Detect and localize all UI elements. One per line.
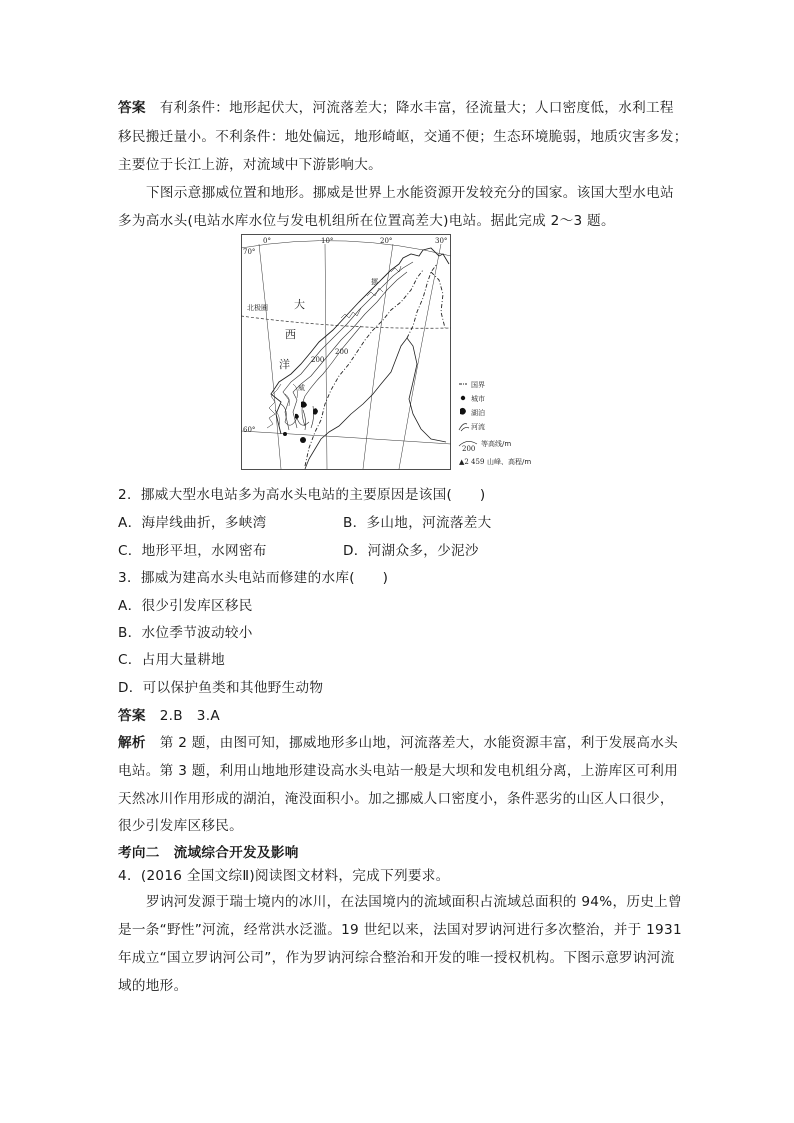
question-4-material-line-2: 是一条“野性”河流，经常洪水泛滥。19 世纪以来，法国对罗讷河进行多次整治，并于 1931	[118, 922, 682, 938]
lon-label-0: 0°	[263, 237, 271, 245]
question-3-option-c: C．占用大量耕地	[118, 652, 226, 668]
contour-label-2: 200	[335, 348, 349, 356]
legend-contour-value: 200	[462, 445, 476, 453]
answer-paragraph-line-2: 移民搬迁量小。不利条件：地处偏远，地形崎岖，交通不便；生态环境脆弱，地质灾害多发；	[118, 129, 688, 145]
question-2-option-b: B．多山地，河流落差大	[343, 515, 492, 531]
question-2-stem: 2．挪威大型水电站多为高水头电站的主要原因是该国( )	[118, 487, 486, 503]
analysis-line-3: 天然冰川作用形成的湖泊，淹没面积小。加之挪威人口密度小，条件恶劣的山区人口很少，	[118, 791, 674, 807]
legend-river-symbol	[459, 424, 469, 431]
sea-char-1: 大	[294, 298, 305, 311]
country-char-1: 挪	[371, 278, 378, 286]
sea-char-2: 西	[285, 328, 296, 341]
intro-line-2: 多为高水头(电站水库水位与发电机组所在位置高差大)电站。据此完成 2～3 题。	[118, 213, 615, 229]
lon-label-10: 10°	[321, 237, 334, 245]
lon-label-30: 30°	[435, 237, 448, 245]
question-4-material-line-3: 年成立“国立罗讷河公司”，作为罗讷河综合整治和开发的唯一授权机构。下图示意罗讷河流	[118, 950, 675, 966]
legend-city-label: 城市	[471, 395, 485, 403]
question-4-stem: 4．(2016 全国文综Ⅱ)阅读图文材料，完成下列要求。	[118, 868, 450, 884]
city-bergen	[283, 432, 287, 436]
legend-lake-label: 湖泊	[471, 409, 485, 417]
analysis-line-1: 解析 第 2 题，由图可知，挪威地形多山地，河流落差大，水能资源丰富，利于发展高水头	[118, 735, 679, 751]
legend-city-symbol	[461, 396, 465, 400]
question-3-option-b: B．水位季节波动较小	[118, 625, 253, 641]
answer-label: 答案	[118, 100, 146, 116]
question-2-option-d: D．河湖众多，少泥沙	[343, 543, 479, 559]
question-4-material-line-4: 域的地形。	[118, 978, 188, 994]
contour-label-1: 200	[311, 356, 325, 364]
question-3-stem: 3．挪威为建高水头电站而修建的水库( )	[118, 570, 389, 586]
question-2-option-a: A．海岸线曲折，多峡湾	[118, 515, 267, 531]
lat-label-60: 60°	[243, 426, 256, 434]
section-heading: 考向二 流域综合开发及影响	[118, 845, 299, 861]
answer-label-2: 答案	[118, 708, 146, 724]
question-4-material-line-1: 罗讷河发源于瑞士境内的冰川，在法国境内的流域面积占流域总面积的 94%，历史上曾	[146, 894, 682, 910]
question-3-option-d: D．可以保护鱼类和其他野生动物	[118, 680, 324, 696]
legend-peak-value: ▲2 459	[459, 458, 485, 466]
question-3-option-a: A．很少引发库区移民	[118, 598, 253, 614]
legend-contour-label: 等高线/m	[481, 440, 512, 448]
answer-paragraph-line-1: 答案 有利条件：地形起伏大，河流落差大；降水丰富，径流量大；人口密度低，水利工程	[118, 100, 674, 116]
sea-char-3: 洋	[279, 358, 290, 371]
arctic-circle-label: 北极圈	[247, 304, 268, 312]
legend-lake-symbol	[460, 408, 466, 415]
answer-paragraph-line-3: 主要位于长江上游，对流域中下游影响大。	[118, 157, 382, 173]
city-oslo	[300, 437, 306, 443]
intro-line-1: 下图示意挪威位置和地形。挪威是世界上水能资源开发较充分的国家。该国大型水电站	[146, 185, 674, 201]
lon-label-20: 20°	[380, 237, 393, 245]
analysis-line-4: 很少引发库区移民。	[118, 818, 244, 834]
legend-peak-label: 山峰、高程/m	[487, 458, 532, 466]
lat-label-70: 70°	[243, 248, 256, 256]
analysis-label: 解析	[118, 735, 146, 751]
norway-map-figure	[241, 234, 551, 470]
legend-river-label: 河流	[471, 423, 485, 431]
question-2-option-c: C．地形平坦，水网密布	[118, 543, 267, 559]
legend-border-label: 国界	[471, 381, 485, 389]
analysis-line-2: 电站。第 3 题，利用山地地形建设高水头电站一般是大坝和发电机组分离，上游库区可利用	[118, 763, 679, 779]
answer-2-3-line: 答案 2.B 3.A	[118, 708, 220, 724]
country-char-2: 威	[298, 384, 305, 392]
map-legend	[459, 380, 531, 466]
